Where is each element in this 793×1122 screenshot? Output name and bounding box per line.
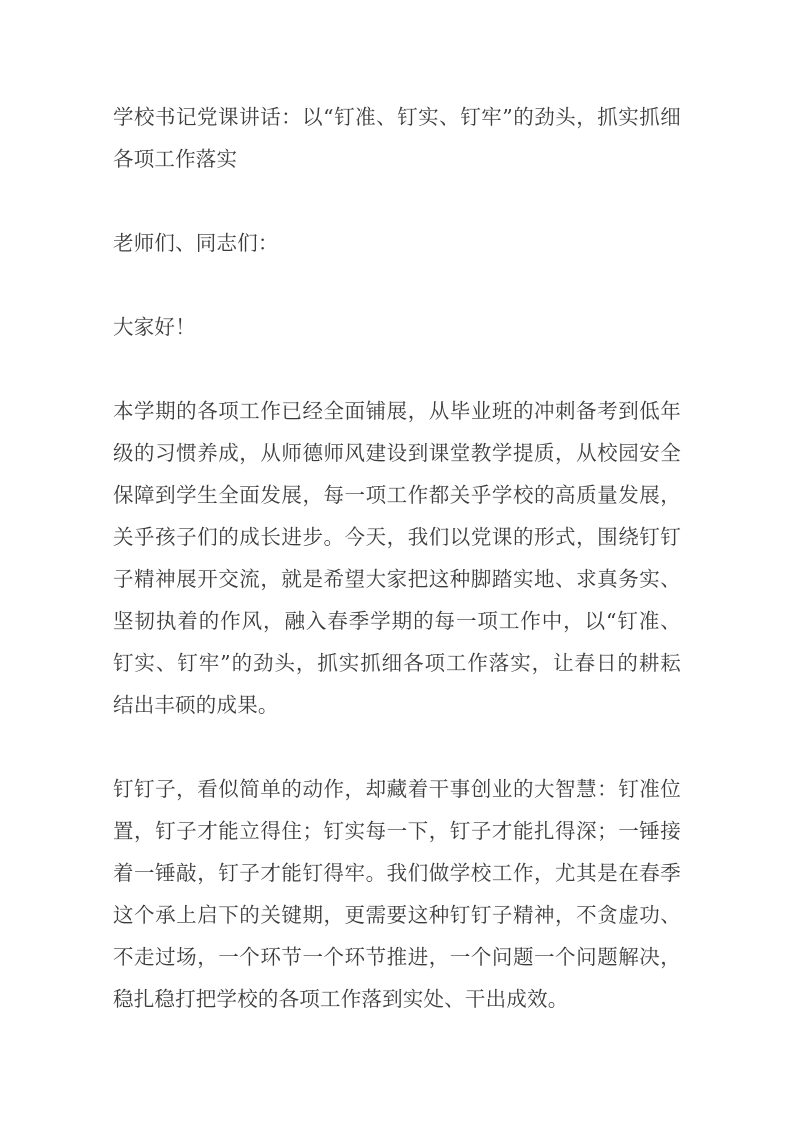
document-title: 学校书记党课讲话：以“钉准、钉实、钉牢”的劲头，抓实抓细各项工作落实 [113,105,681,171]
paragraph-spacer [113,180,681,222]
paragraph-spacer [113,264,681,306]
body-paragraph-2: 钉钉子，看似简单的动作，却藏着干事创业的大智慧：钉准位置，钉子才能立得住；钉实每一下，钉子才能扎得深；一锤接着一锤敲，钉子才能钉得牢。我们做学校工作，尤其是在春季这个承上启下的关键期，更需要这种钉钉子精神，不贪虚功、不走过场，一个环节一个环节推进，一个问题一个问题解决，稳扎稳打把学校的各项工作落到实处、干出成效。 [113,777,681,1011]
paragraph-spacer [113,348,681,390]
document-body [113,96,681,1020]
greeting-line: 大家好！ [113,315,196,339]
salutation-line: 老师们、同志们： [113,231,279,255]
paragraph-spacer [113,726,681,768]
body-paragraph-1: 本学期的各项工作已经全面铺展，从毕业班的冲刺备考到低年级的习惯养成，从师德师风建设到课堂教学提质，从校园安全保障到学生全面发展，每一项工作都关乎学校的高质量发展，关乎孩子们的成长进步。今天，我们以党课的形式，围绕钉钉子精神展开交流，就是希望大家把这种脚踏实地、求真务实、坚韧执着的作风，融入春季学期的每一项工作中，以“钉准、钉实、钉牢”的劲头，抓实抓细各项工作落实，让春日的耕耘结出丰硕的成果。 [113,399,681,717]
